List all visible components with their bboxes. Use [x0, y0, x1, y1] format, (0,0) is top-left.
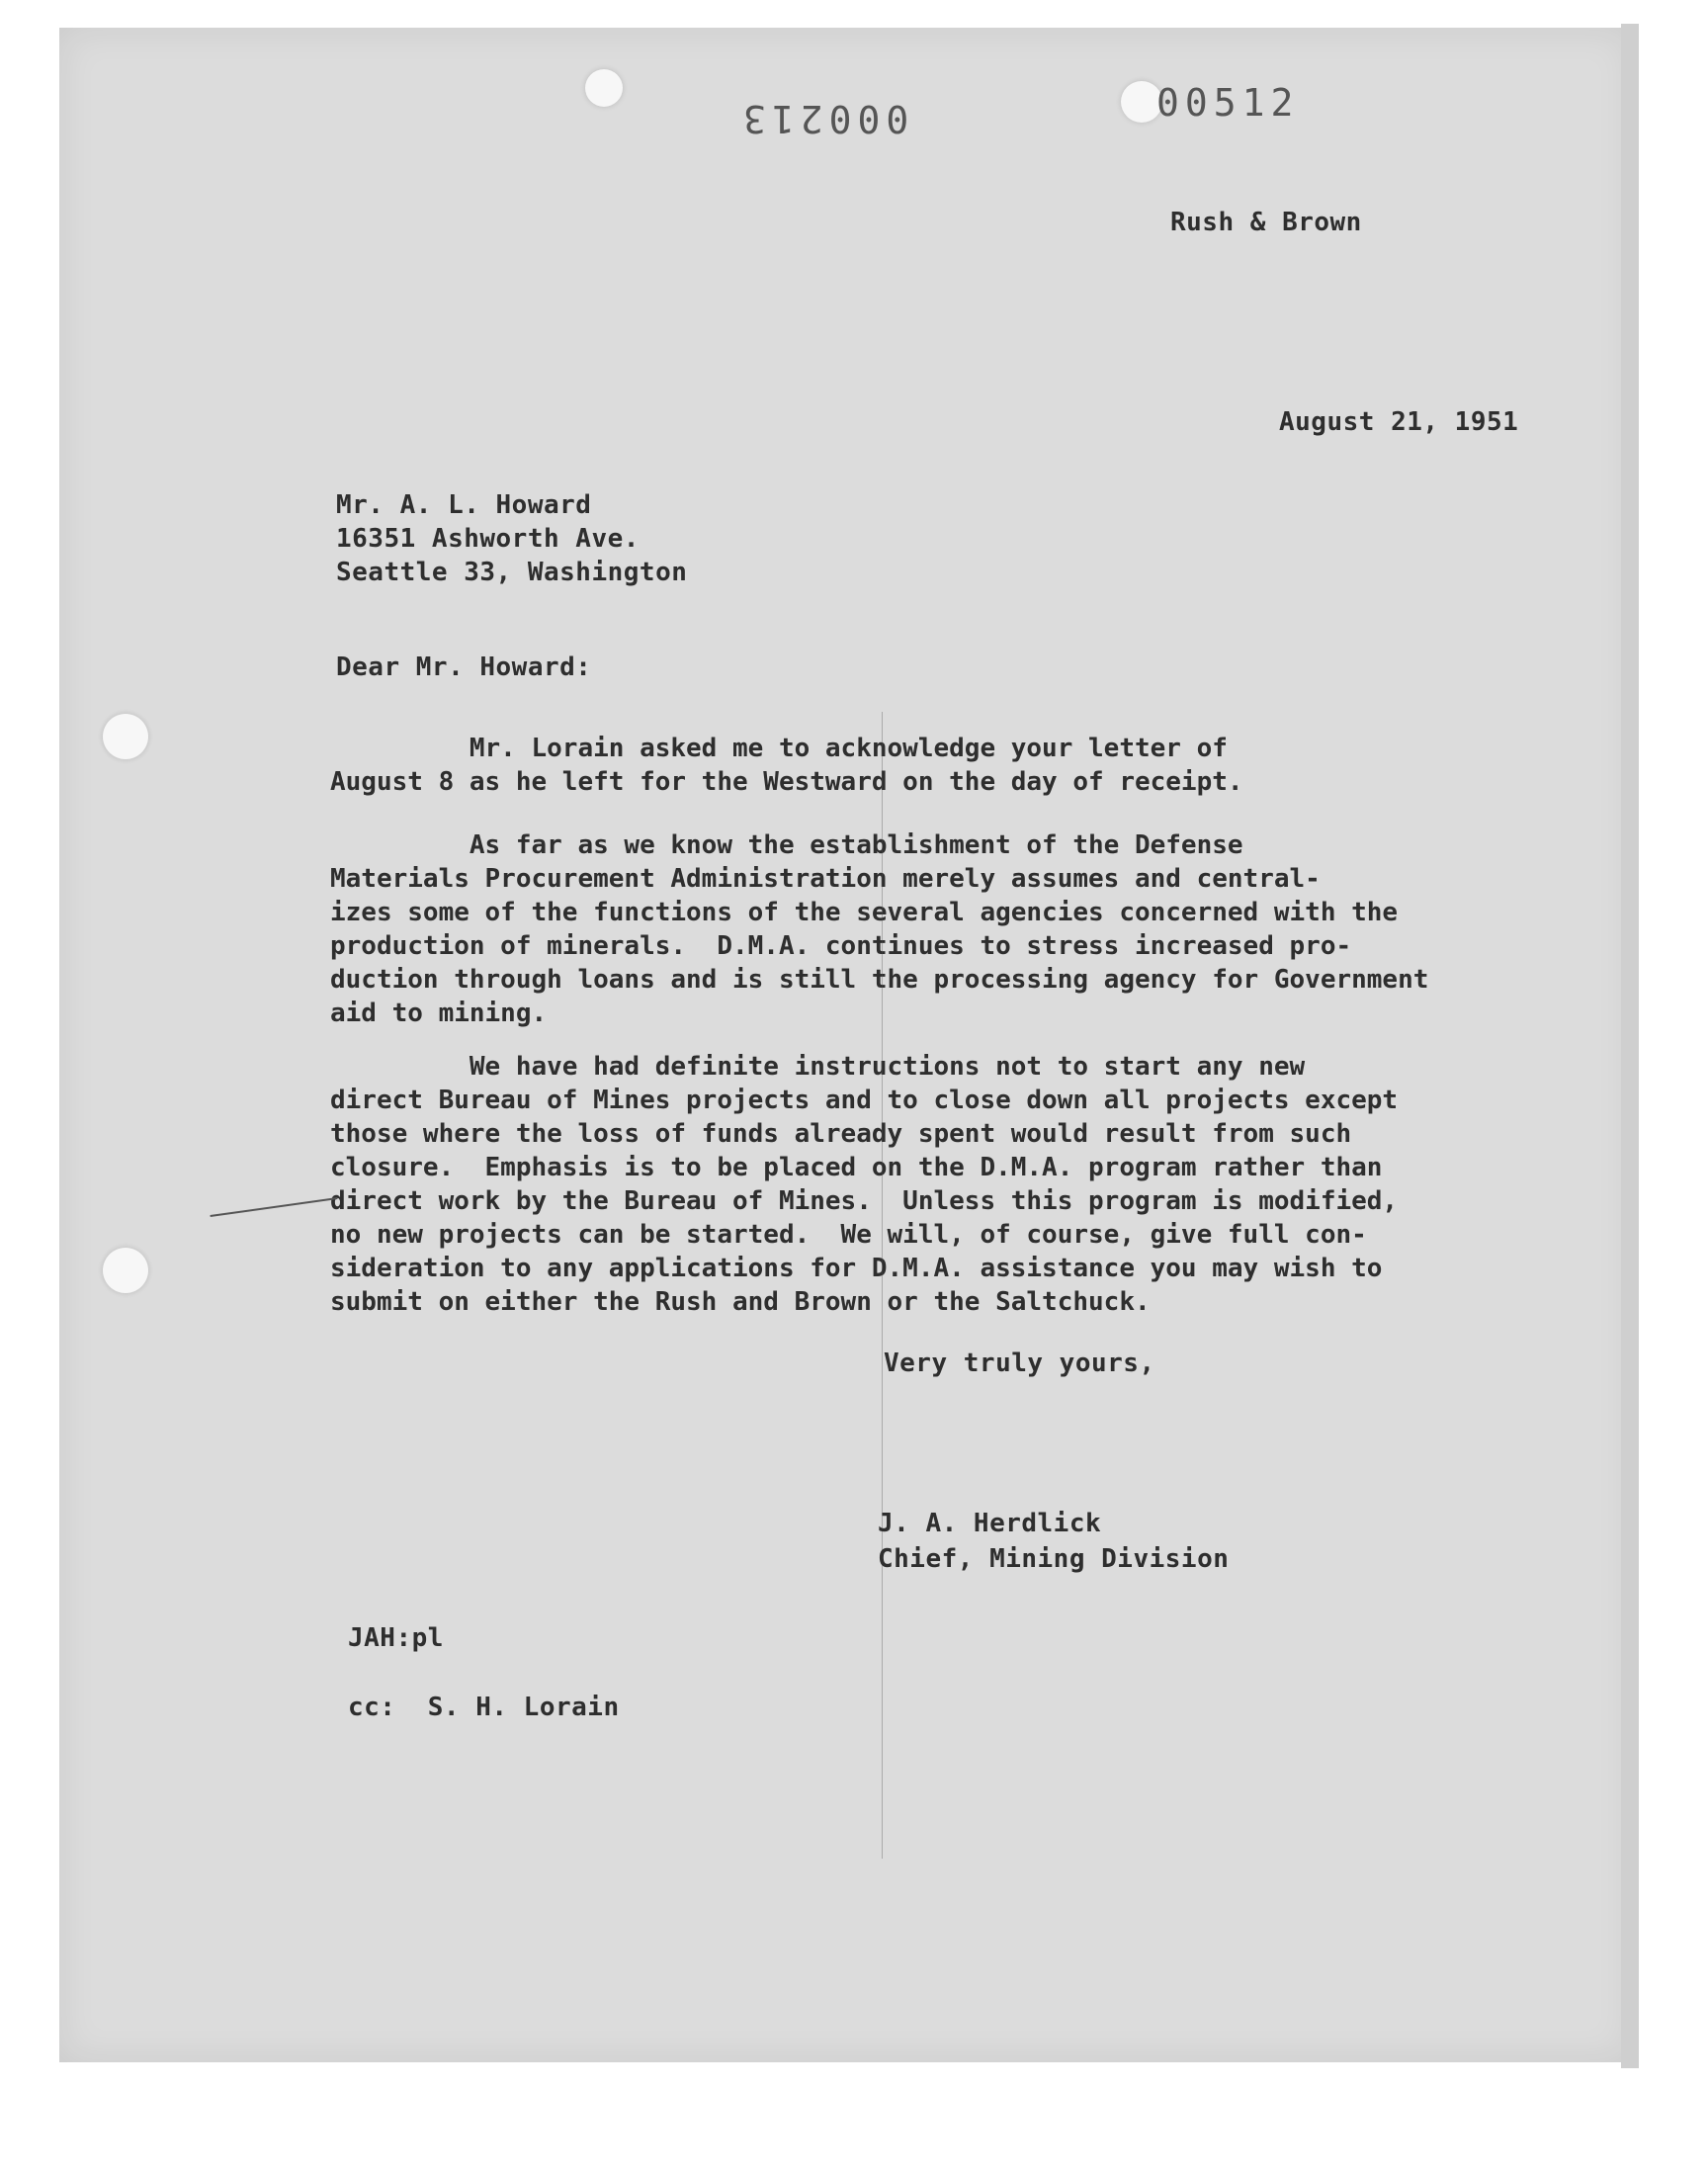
paragraph-line: closure. Emphasis is to be placed on the D.M.A. program rather than: [330, 1153, 1383, 1182]
paragraph-line: those where the loss of funds already spent would result from such: [330, 1119, 1352, 1149]
carbon-copy: cc: S. H. Lorain: [348, 1693, 620, 1722]
recipient-name: Mr. A. L. Howard: [336, 490, 592, 520]
letter-date: August 21, 1951: [1279, 407, 1519, 437]
paragraph-line: direct work by the Bureau of Mines. Unless this program is modified,: [330, 1186, 1399, 1216]
recipient-city: Seattle 33, Washington: [336, 558, 688, 587]
paragraph-3: [330, 1050, 1516, 1319]
paragraph-line: no new projects can be started. We will, of course, give full con-: [330, 1220, 1367, 1250]
punch-hole-bottom: [103, 1248, 148, 1293]
paragraph-2: [330, 828, 1516, 1030]
punch-hole-top: [103, 714, 148, 759]
paragraph-line: As far as we know the establishment of the Defense: [330, 830, 1243, 860]
salutation: Dear Mr. Howard:: [336, 652, 592, 682]
paragraph-line: Materials Procurement Administration merely assumes and central-: [330, 864, 1321, 894]
signer-name: J. A. Herdlick: [878, 1509, 1102, 1538]
paragraph-line: August 8 as he left for the Westward on the day of receipt.: [330, 767, 1243, 797]
recipient-street: 16351 Ashworth Ave.: [336, 524, 640, 554]
paragraph-line: sideration to any applications for D.M.A. assistance you may wish to: [330, 1254, 1383, 1283]
paragraph-line: izes some of the functions of the several agencies concerned with the: [330, 898, 1399, 927]
paragraph-line: production of minerals. D.M.A. continues to stress increased pro-: [330, 931, 1352, 961]
typist-initials: JAH:pl: [348, 1623, 444, 1653]
punch-hole-header-left: [585, 69, 623, 107]
stamp-number: 00512: [1156, 81, 1300, 125]
stamp-number-inverted: 000213: [737, 97, 909, 140]
paragraph-line: duction through loans and is still the processing agency for Government: [330, 965, 1429, 995]
closing: Very truly yours,: [884, 1348, 1155, 1378]
paragraph-line: Mr. Lorain asked me to acknowledge your letter of: [330, 734, 1228, 763]
paragraph-line: aid to mining.: [330, 999, 548, 1028]
paragraph-line: We have had definite instructions not to start any new: [330, 1052, 1306, 1082]
page-edge: [1621, 24, 1639, 2068]
signer-title: Chief, Mining Division: [878, 1544, 1230, 1574]
file-label: Rush & Brown: [1170, 208, 1362, 237]
paragraph-line: direct Bureau of Mines projects and to close down all projects except: [330, 1086, 1399, 1115]
scan-margin: [0, 2086, 1708, 2175]
letter-page: [59, 28, 1633, 2062]
fold-line: [882, 712, 883, 1859]
paragraph-line: submit on either the Rush and Brown or the Saltchuck.: [330, 1287, 1151, 1317]
paragraph-1: [330, 732, 1516, 799]
